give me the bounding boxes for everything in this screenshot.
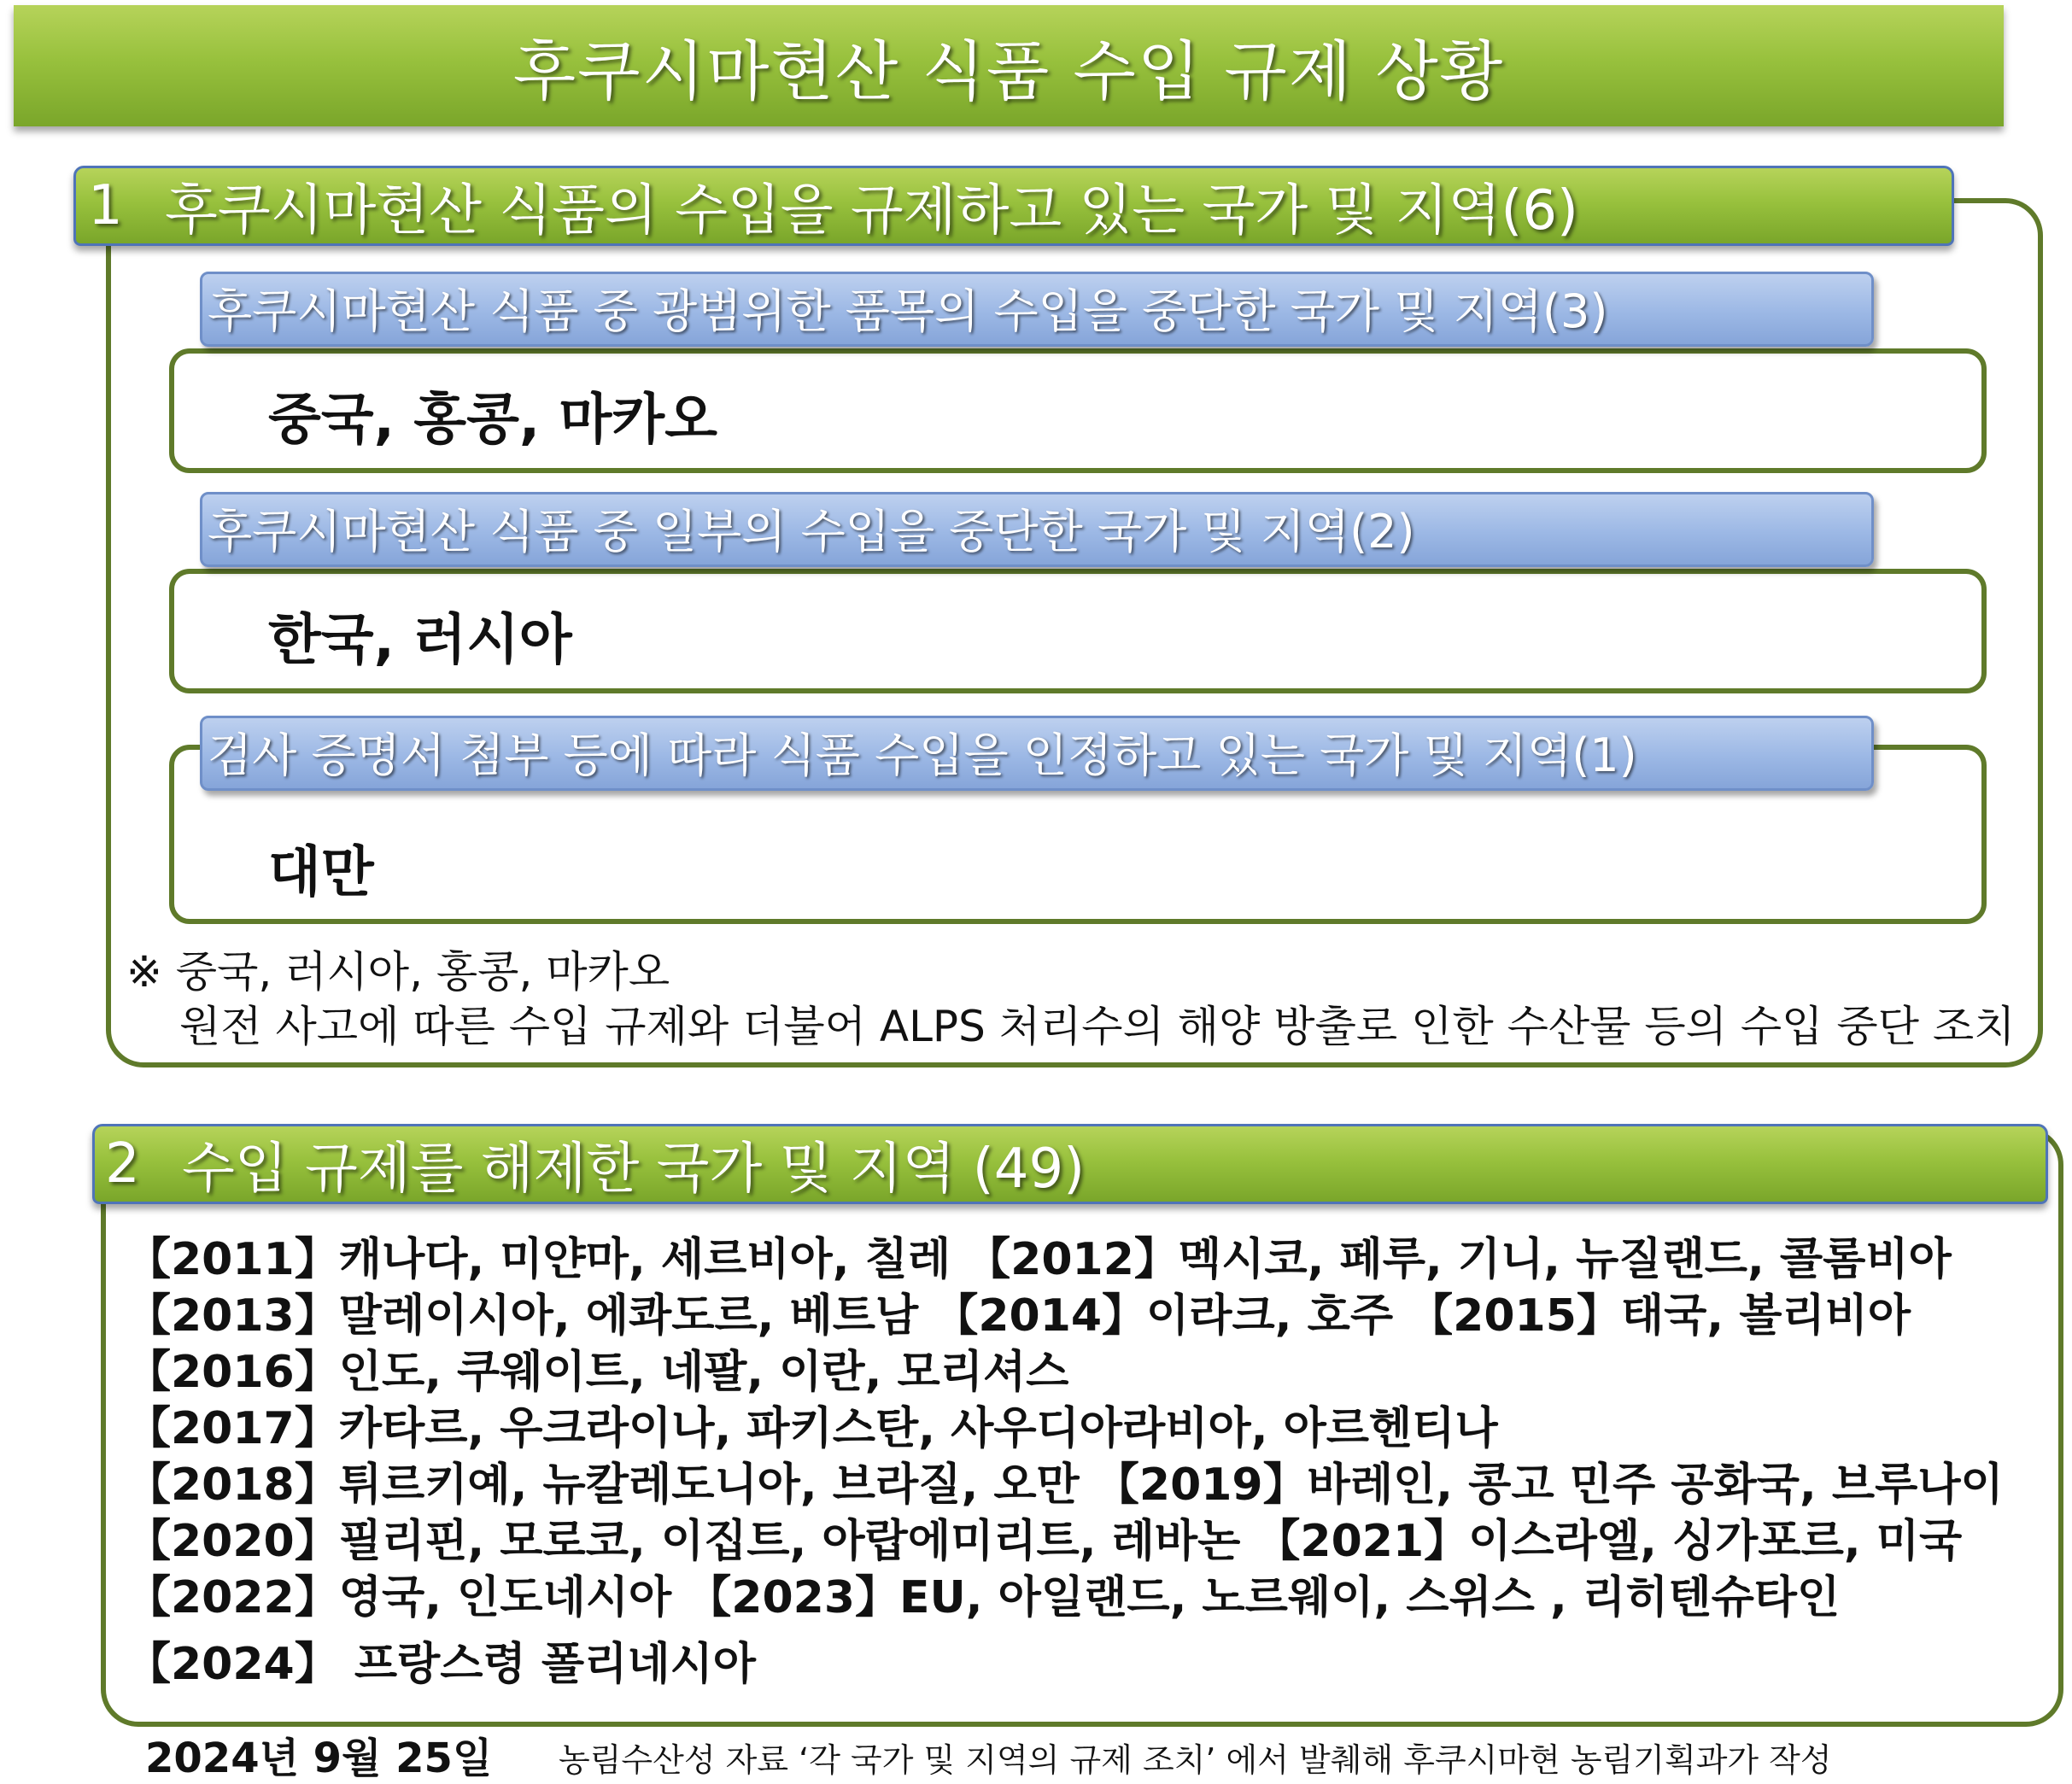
section1-title: 후쿠시마현산 식품의 수입을 규제하고 있는 국가 및 지역(6) (165, 179, 1579, 243)
lifted-line: 【2011】캐나다, 미얀마, 세르비아, 칠레 【2012】멕시코, 페루, 기니, 뉴질랜드, 콜롬비아 (126, 1234, 1952, 1285)
lifted-line: 【2022】영국, 인도네시아 【2023】EU, 아일랜드, 노르웨이, 스위스 , 리히텐슈타인 (126, 1572, 1841, 1623)
lifted-line: 【2016】인도, 쿠웨이트, 네팔, 이란, 모리셔스 (126, 1347, 1069, 1398)
group1-countries: 중국, 홍콩, 마카오 (268, 389, 717, 452)
group1-box (169, 348, 1987, 473)
section2-header (92, 1124, 2048, 1204)
note-line1: ※ 중국, 러시아, 홍콩, 마카오 (126, 947, 670, 997)
group3-heading: 검사 증명서 첨부 등에 따라 식품 수입을 인정하고 있는 국가 및 지역(1) (200, 716, 1874, 791)
section1-number: 1 (88, 174, 123, 237)
note-line2: 원전 사고에 따른 수입 규제와 더불어 ALPS 처리수의 해양 방출로 인한 수산물 등의 수입 중단 조치 (179, 1002, 2016, 1051)
group2-box (169, 569, 1987, 693)
lifted-line: 【2020】필리핀, 모로코, 이집트, 아랍에미리트, 레바논 【2021】이스라엘, 싱가포르, 미국 (126, 1516, 1963, 1567)
lifted-line: 【2024】 프랑스령 폴리네시아 (126, 1639, 757, 1690)
lifted-line: 【2017】카타르, 우크라이나, 파키스탄, 사우디아라비아, 아르헨티나 (126, 1403, 1498, 1454)
page-title-text: 후쿠시마현산 식품 수입 규제 상황 (512, 32, 1505, 109)
lifted-line: 【2013】말레이시아, 에콰도르, 베트남 【2014】이라크, 호주 【2015】태국, 볼리비아 (126, 1290, 1911, 1342)
page-title (14, 5, 2004, 126)
lifted-line: 【2018】튀르키예, 뉴칼레도니아, 브라질, 오만 【2019】바레인, 콩고 민주 공화국, 브루나이 (126, 1459, 2004, 1511)
footer-source: 농림수산성 자료 ‘각 국가 및 지역의 규제 조치’ 에서 발췌해 후쿠시마현 농림기획과가 작성 (559, 1741, 1832, 1779)
group1-heading: 후쿠시마현산 식품 중 광범위한 품목의 수입을 중단한 국가 및 지역(3) (200, 272, 1874, 347)
group2-countries: 한국, 러시아 (268, 609, 572, 672)
group2-heading: 후쿠시마현산 식품 중 일부의 수입을 중단한 국가 및 지역(2) (200, 492, 1874, 567)
section2-title: 수입 규제를 해제한 국가 및 지역 (49) (182, 1138, 1086, 1201)
footer-date: 2024년 9월 25일 (145, 1734, 493, 1782)
section1-header (73, 166, 1954, 246)
group3-countries: 대만 (268, 841, 374, 904)
section2-number: 2 (105, 1132, 140, 1196)
